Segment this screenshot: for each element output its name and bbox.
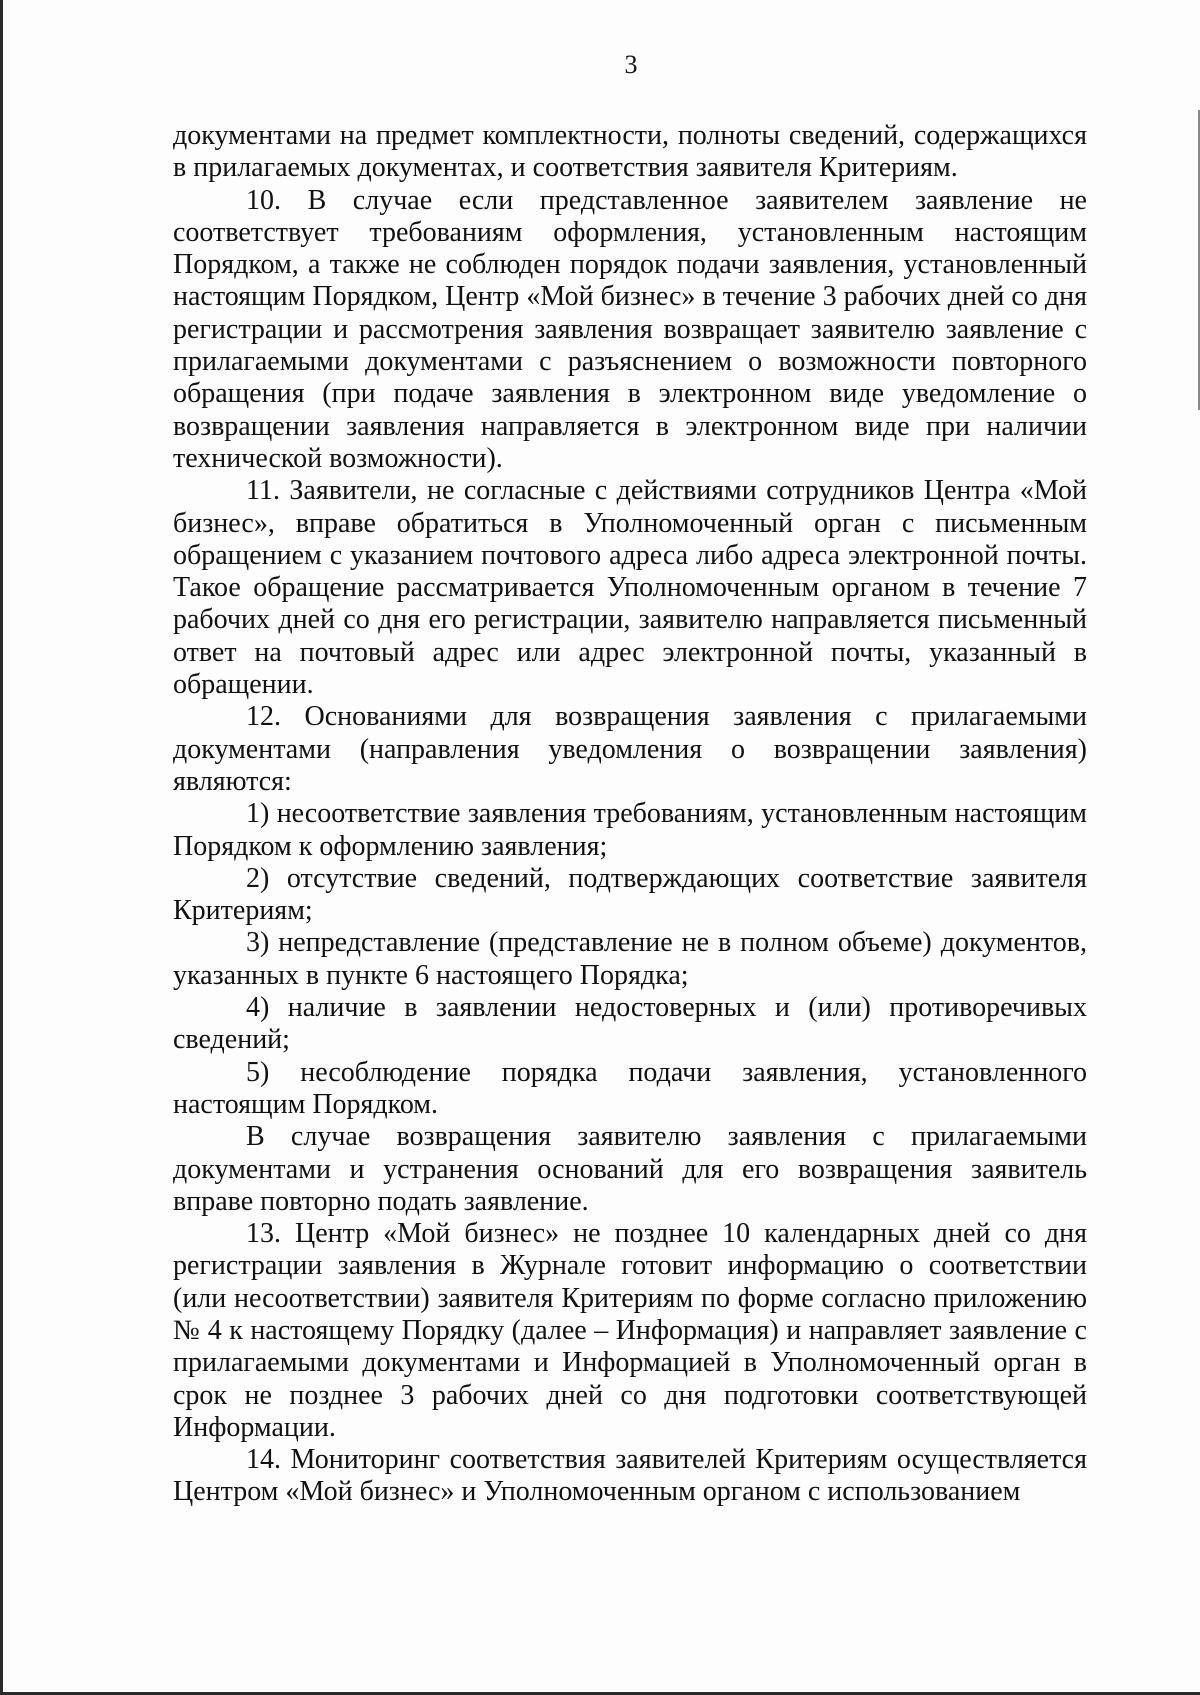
page-number: 3 <box>624 50 638 79</box>
list-item-5: 5) несоблюдение порядка подачи заявления, установленного настоящим Порядком. <box>173 1056 1087 1120</box>
paragraph-continuation: документами на предмет комплектности, полноты сведений, содержащихся в прилагаемых документах, и соответствия заявителя Критериям. <box>173 120 1087 184</box>
document-body <box>173 120 1087 1509</box>
list-item-4: 4) наличие в заявлении недостоверных и (или) противоречивых сведений; <box>173 992 1087 1056</box>
paragraph-item-10: 10. В случае если представленное заявителем заявление не соответствует требованиям оформления, установленным настоящим Порядком, а также не соблюден порядок подачи заявления, установленный настоящим Порядком, Центр «Мой бизнес» в течение 3 рабочих дней со дня регистрации и рассмотрения заявления возвращает заявителю заявление с прилагаемыми документами с разъяснением о возможности повторного обращения (при подаче заявления в электронном виде уведомление о возвращении заявления направляется в электронном виде при наличии технической возможности). <box>173 184 1087 474</box>
list-item-3: 3) непредставление (представление не в полном объеме) документов, указанных в пункте 6 настоящего Порядка; <box>173 927 1087 991</box>
paragraph-item-14: 14. Мониторинг соответствия заявителей Критериям осуществляется Центром «Мой бизнес» и Уполномоченным органом с использованием <box>173 1444 1087 1508</box>
scan-edge-left <box>0 0 3 1695</box>
list-item-2: 2) отсутствие сведений, подтверждающих соответствие заявителя Критериям; <box>173 862 1087 927</box>
paragraph-return-case: В случае возвращения заявителю заявления с прилагаемыми документами и устранения оснований для его возвращения заявитель вправе повторно подать заявление. <box>173 1121 1087 1217</box>
paragraph-item-12: 12. Основаниями для возвращения заявления с прилагаемыми документами (направления уведомления о возвращении заявления) являются: <box>173 701 1087 797</box>
paragraph-item-13: 13. Центр «Мой бизнес» не позднее 10 календарных дней со дня регистрации заявления в Журнале готовит информацию о соответствии (или несоответствии) заявителя Критериям по форме согласно приложению № 4 к настоящему Порядку (далее – Информация) и направляет заявление с прилагаемыми документами и Информацией в Уполномоченный орган в срок не позднее 3 рабочих дней со дня подготовки соответствующей Информации. <box>173 1218 1087 1443</box>
list-item-1: 1) несоответствие заявления требованиям, установленным настоящим Порядком к оформлению заявления; <box>173 798 1087 862</box>
paragraph-item-11: 11. Заявители, не согласные с действиями сотрудников Центра «Мой бизнес», вправе обратиться в Уполномоченный орган с письменным обращением с указанием почтового адреса либо адреса электронной почты. Такое обращение рассматривается Уполномоченным органом в течение 7 рабочих дней со дня его регистрации, заявителю направляется письменный ответ на почтовый адрес или адрес электронной почты, указанный в обращении. <box>173 475 1087 701</box>
